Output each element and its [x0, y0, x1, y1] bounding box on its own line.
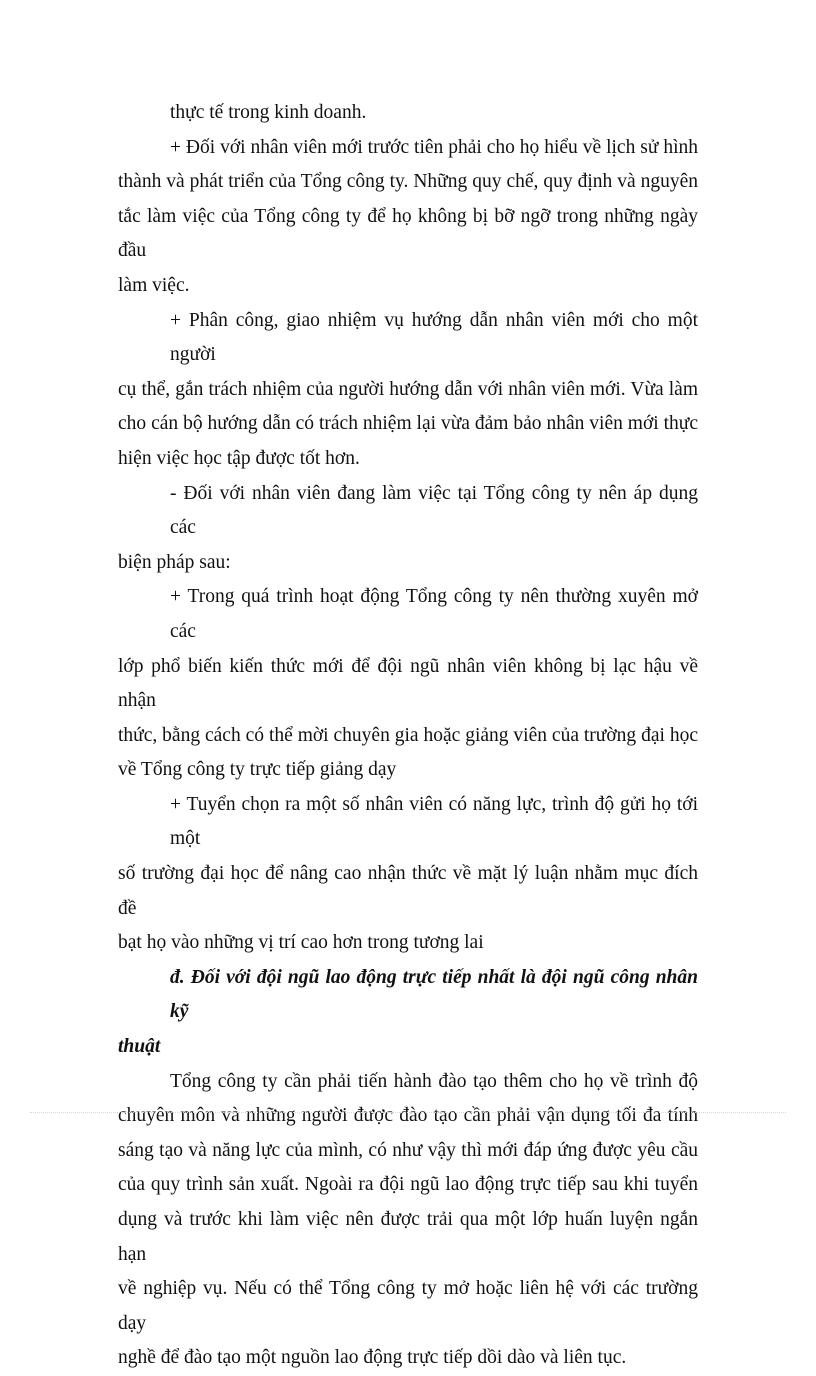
page-bottom-divider: [30, 1112, 786, 1113]
paragraph-line: cụ thể, gắn trách nhiệm của người hướng dẫn với nhân viên mới. Vừa làm: [118, 378, 698, 400]
paragraph-line: + Trong quá trình hoạt động Tổng công ty nên thường xuyên mở các: [170, 586, 698, 642]
paragraph-line: hiện việc học tập được tốt hơn.: [118, 447, 360, 469]
paragraph-line: về Tổng công ty trực tiếp giảng dạy: [118, 759, 397, 781]
paragraph-line: + Phân công, giao nhiệm vụ hướng dẫn nhân viên mới cho một người: [170, 309, 698, 366]
paragraph-line: về nghiệp vụ. Nếu có thể Tổng công ty mở hoặc liên hệ với các trường dạy: [118, 1278, 698, 1334]
paragraph-line: thành và phát triển của Tổng công ty. Những quy chế, quy định và nguyên: [118, 171, 698, 193]
paragraph-line: của quy trình sản xuất. Ngoài ra đội ngũ lao động trực tiếp sau khi tuyển: [118, 1174, 698, 1196]
section-heading: thuật: [118, 1036, 161, 1058]
section-heading: đ. Đối với đội ngũ lao động trực tiếp nhất là đội ngũ công nhân kỹ: [170, 966, 698, 1023]
paragraph-line: dụng và trước khi làm việc nên được trải qua một lớp huấn luyện ngắn hạn: [118, 1209, 698, 1265]
paragraph-line: + Tuyển chọn ra một số nhân viên có năng lực, trình độ gửi họ tới một: [170, 793, 698, 850]
paragraph-line: + Đối với nhân viên mới trước tiên phải cho họ hiểu về lịch sử hình: [170, 136, 698, 158]
paragraph-line: Tổng công ty cần phải tiến hành đào tạo thêm cho họ về trình độ: [170, 1070, 698, 1092]
paragraph-line: cho cán bộ hướng dẫn có trách nhiệm lại vừa đảm bảo nhân viên mới thực: [118, 413, 698, 435]
paragraph-line: số trường đại học để nâng cao nhận thức về mặt lý luận nhằm mục đích đề: [118, 863, 698, 919]
paragraph-line: tắc làm việc của Tổng công ty để họ không bị bỡ ngỡ trong những ngày đầu: [118, 205, 698, 262]
paragraph-line: lớp phổ biến kiến thức mới để đội ngũ nhân viên không bị lạc hậu về nhận: [118, 655, 698, 712]
document-body: [118, 96, 698, 1376]
paragraph-line: - Đối với nhân viên đang làm việc tại Tổng công ty nên áp dụng các: [170, 482, 698, 539]
paragraph-line: làm việc.: [118, 274, 190, 296]
paragraph-line: biện pháp sau:: [118, 551, 231, 573]
paragraph-line: sáng tạo và năng lực của mình, có như vậy thì mới đáp ứng được yêu cầu: [118, 1139, 698, 1161]
paragraph-line: thức, bằng cách có thể mời chuyên gia hoặc giảng viên của trường đại học: [118, 724, 698, 746]
paragraph-line: bạt họ vào những vị trí cao hơn trong tương lai: [118, 932, 484, 954]
paragraph-line: chuyên môn và những người được đào tạo cần phải vận dụng tối đa tính: [118, 1105, 698, 1127]
paragraph-line: nghề để đào tạo một nguồn lao động trực tiếp dồi dào và liên tục.: [118, 1347, 627, 1369]
paragraph-line: thực tế trong kinh doanh.: [170, 102, 367, 123]
